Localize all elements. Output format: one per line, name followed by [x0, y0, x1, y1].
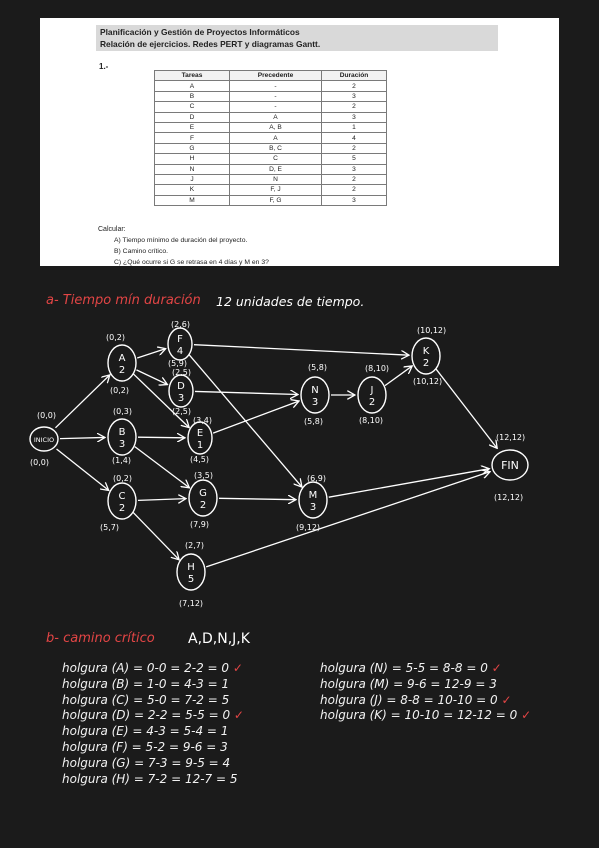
- precedent-cell: A: [230, 133, 322, 143]
- node-duration-f: 4: [176, 346, 184, 357]
- node-early-times-d: (2,5): [172, 368, 191, 377]
- edge-G-M: [219, 498, 296, 499]
- node-name-c: C: [118, 491, 126, 502]
- task-cell: N: [155, 164, 230, 174]
- precedent-cell: C: [230, 154, 322, 164]
- task-cell: H: [155, 154, 230, 164]
- slack-text: holgura (E) = 4-3 = 5-4 = 1: [62, 724, 229, 739]
- node-name-e: E: [196, 428, 204, 439]
- node-early-times-m: (6,9): [307, 474, 326, 483]
- node-late-times-a: (0,2): [110, 386, 129, 395]
- edge-K-fin: [436, 369, 497, 449]
- node-duration-c: 2: [118, 503, 126, 514]
- edge-A-D: [136, 370, 167, 385]
- critical-path-answer: A,D,N,J,K: [188, 631, 250, 647]
- check-mark-icon: ✓: [233, 708, 244, 723]
- edge-D-N: [195, 391, 298, 394]
- diagram-nodes: [30, 320, 528, 608]
- node-late-times-j: (8,10): [359, 416, 384, 425]
- node-early-times-b: (0,3): [113, 407, 132, 416]
- node-late-times-h: (7,12): [179, 599, 204, 608]
- node-late-times-k: (10,12): [413, 377, 443, 386]
- duration-cell: 3: [322, 164, 387, 174]
- node-name-j: J: [370, 385, 374, 396]
- node-early-times-inicio: (0,0): [37, 411, 56, 420]
- edge-B-E: [138, 437, 185, 438]
- precedent-cell: F, J: [230, 185, 322, 195]
- node-late-times-fin: (12,12): [494, 493, 524, 502]
- slack-text: holgura (A) = 0-0 = 2-2 = 0: [62, 661, 230, 675]
- sheet-subtitle: Relación de ejercicios. Redes PERT y diagramas Gantt.: [100, 39, 321, 49]
- task-cell: B: [155, 91, 230, 101]
- duration-cell: 4: [322, 133, 387, 143]
- node-early-times-e: (3,4): [193, 416, 212, 425]
- edge-F-K: [194, 345, 409, 355]
- task-cell: F: [155, 133, 230, 143]
- node-late-times-inicio: (0,0): [30, 458, 49, 467]
- task-cell: C: [155, 102, 230, 112]
- node-early-times-h: (2,7): [185, 541, 204, 550]
- precedent-cell: -: [230, 91, 322, 101]
- node-duration-e: 1: [196, 440, 204, 451]
- node-early-times-a: (0,2): [106, 333, 125, 342]
- slack-text: holgura (B) = 1-0 = 4-3 = 1: [62, 676, 230, 691]
- node-label-inicio: INICIO: [33, 436, 55, 444]
- precedent-cell: N: [230, 174, 322, 184]
- check-mark-icon: ✓: [491, 661, 502, 675]
- node-late-times-n: (5,8): [304, 417, 323, 426]
- node-duration-g: 2: [199, 500, 207, 511]
- node-name-a: A: [118, 353, 126, 364]
- precedent-cell: F, G: [230, 195, 322, 205]
- node-early-times-g: (3,5): [194, 471, 213, 480]
- task-cell: E: [155, 122, 230, 132]
- node-late-times-m: (9,12): [296, 523, 321, 532]
- slack-text: holgura (G) = 7-3 = 9-5 = 4: [62, 755, 231, 770]
- node-name-h: H: [187, 562, 195, 573]
- check-mark-icon: ✓: [521, 708, 532, 723]
- node-name-n: N: [311, 385, 319, 396]
- node-duration-k: 2: [422, 358, 430, 369]
- duration-cell: 2: [322, 81, 387, 91]
- edge-M-fin: [329, 469, 490, 498]
- node-late-times-b: (1,4): [112, 456, 131, 465]
- section-b-label: b- camino crítico: [46, 631, 155, 646]
- node-duration-n: 3: [311, 397, 319, 408]
- slack-text: holgura (M) = 9-6 = 12-9 = 3: [320, 676, 497, 691]
- node-late-times-g: (7,9): [190, 520, 209, 529]
- edge-H-fin: [206, 472, 490, 567]
- node-early-times-j: (8,10): [365, 364, 390, 373]
- node-early-times-f: (2,6): [171, 320, 190, 329]
- slack-text: holgura (F) = 5-2 = 9-6 = 3: [62, 740, 228, 754]
- node-duration-j: 2: [368, 397, 376, 408]
- node-name-m: M: [308, 490, 318, 501]
- node-duration-d: 3: [177, 393, 185, 404]
- node-late-times-e: (4,5): [190, 455, 209, 464]
- question-b: B) Camino crítico.: [114, 248, 169, 255]
- section-a-label: a- Tiempo mín duración: [46, 293, 201, 308]
- exercise-number: 1.-: [99, 62, 109, 71]
- node-early-times-k: (10,12): [417, 326, 447, 335]
- check-mark-icon: ✓: [501, 692, 512, 707]
- node-duration-a: 2: [118, 365, 126, 376]
- node-early-times-fin: (12,12): [496, 433, 526, 442]
- node-early-times-n: (5,8): [308, 363, 327, 372]
- node-duration-m: 3: [309, 502, 317, 513]
- duration-cell: 2: [322, 143, 387, 153]
- node-late-times-c: (5,7): [100, 523, 119, 532]
- header-tareas: Tareas: [155, 71, 230, 81]
- sheet-title: Planificación y Gestión de Proyectos Informáticos: [100, 27, 300, 37]
- node-early-times-c: (0,2): [113, 474, 132, 483]
- duration-cell: 3: [322, 91, 387, 101]
- duration-cell: 2: [322, 174, 387, 184]
- header-precedente: Precedente: [230, 71, 322, 81]
- node-name-d: D: [177, 381, 185, 392]
- slack-text: holgura (N) = 5-5 = 8-8 = 0: [320, 661, 488, 675]
- precedent-cell: A, B: [230, 122, 322, 132]
- question-a: A) Tiempo mínimo de duración del proyecto.: [114, 237, 248, 244]
- edge-B-G: [135, 447, 190, 488]
- task-cell: A: [155, 81, 230, 91]
- precedent-cell: A: [230, 112, 322, 122]
- section-a-answer: 12 unidades de tiempo.: [216, 294, 365, 309]
- task-cell: J: [155, 174, 230, 184]
- edge-inicio-C: [57, 449, 109, 490]
- task-cell: K: [155, 185, 230, 195]
- precedent-cell: -: [230, 102, 322, 112]
- node-label-fin: FIN: [501, 459, 519, 472]
- slack-text: holgura (C) = 5-0 = 7-2 = 5: [62, 692, 230, 707]
- task-cell: M: [155, 195, 230, 205]
- node-duration-b: 3: [118, 439, 126, 450]
- duration-cell: 3: [322, 112, 387, 122]
- slack-text: holgura (H) = 7-2 = 12-7 = 5: [62, 771, 238, 786]
- duration-cell: 5: [322, 154, 387, 164]
- edge-C-H: [133, 512, 179, 559]
- task-cell: G: [155, 143, 230, 153]
- node-late-times-f: (5,9): [168, 359, 187, 368]
- node-name-g: G: [199, 488, 207, 499]
- edge-inicio-B: [60, 437, 105, 438]
- precedent-cell: -: [230, 81, 322, 91]
- slack-text: holgura (J) = 8-8 = 10-10 = 0: [320, 692, 498, 707]
- duration-cell: 2: [322, 102, 387, 112]
- header-duracion: Duración: [322, 71, 387, 81]
- precedent-cell: B, C: [230, 143, 322, 153]
- node-name-b: B: [118, 427, 126, 438]
- precedent-cell: D, E: [230, 164, 322, 174]
- slack-text: holgura (K) = 10-10 = 12-12 = 0: [320, 708, 518, 723]
- edge-A-F: [137, 349, 166, 358]
- node-name-f: F: [177, 334, 183, 345]
- edge-C-G: [138, 499, 186, 501]
- check-mark-icon: ✓: [232, 661, 243, 675]
- duration-cell: 2: [322, 185, 387, 195]
- task-cell: D: [155, 112, 230, 122]
- edge-E-N: [213, 401, 299, 433]
- edge-inicio-A: [55, 375, 109, 428]
- node-late-times-d: (2,5): [172, 407, 191, 416]
- node-duration-h: 5: [187, 574, 195, 585]
- node-name-k: K: [422, 346, 430, 357]
- duration-cell: 3: [322, 195, 387, 205]
- question-c: C) ¿Qué ocurre si G se retrasa en 4 días y M en 3?: [114, 259, 269, 266]
- calc-label: Calcular:: [98, 226, 126, 233]
- slack-text: holgura (D) = 2-2 = 5-5 = 0: [62, 708, 231, 723]
- duration-cell: 1: [322, 122, 387, 132]
